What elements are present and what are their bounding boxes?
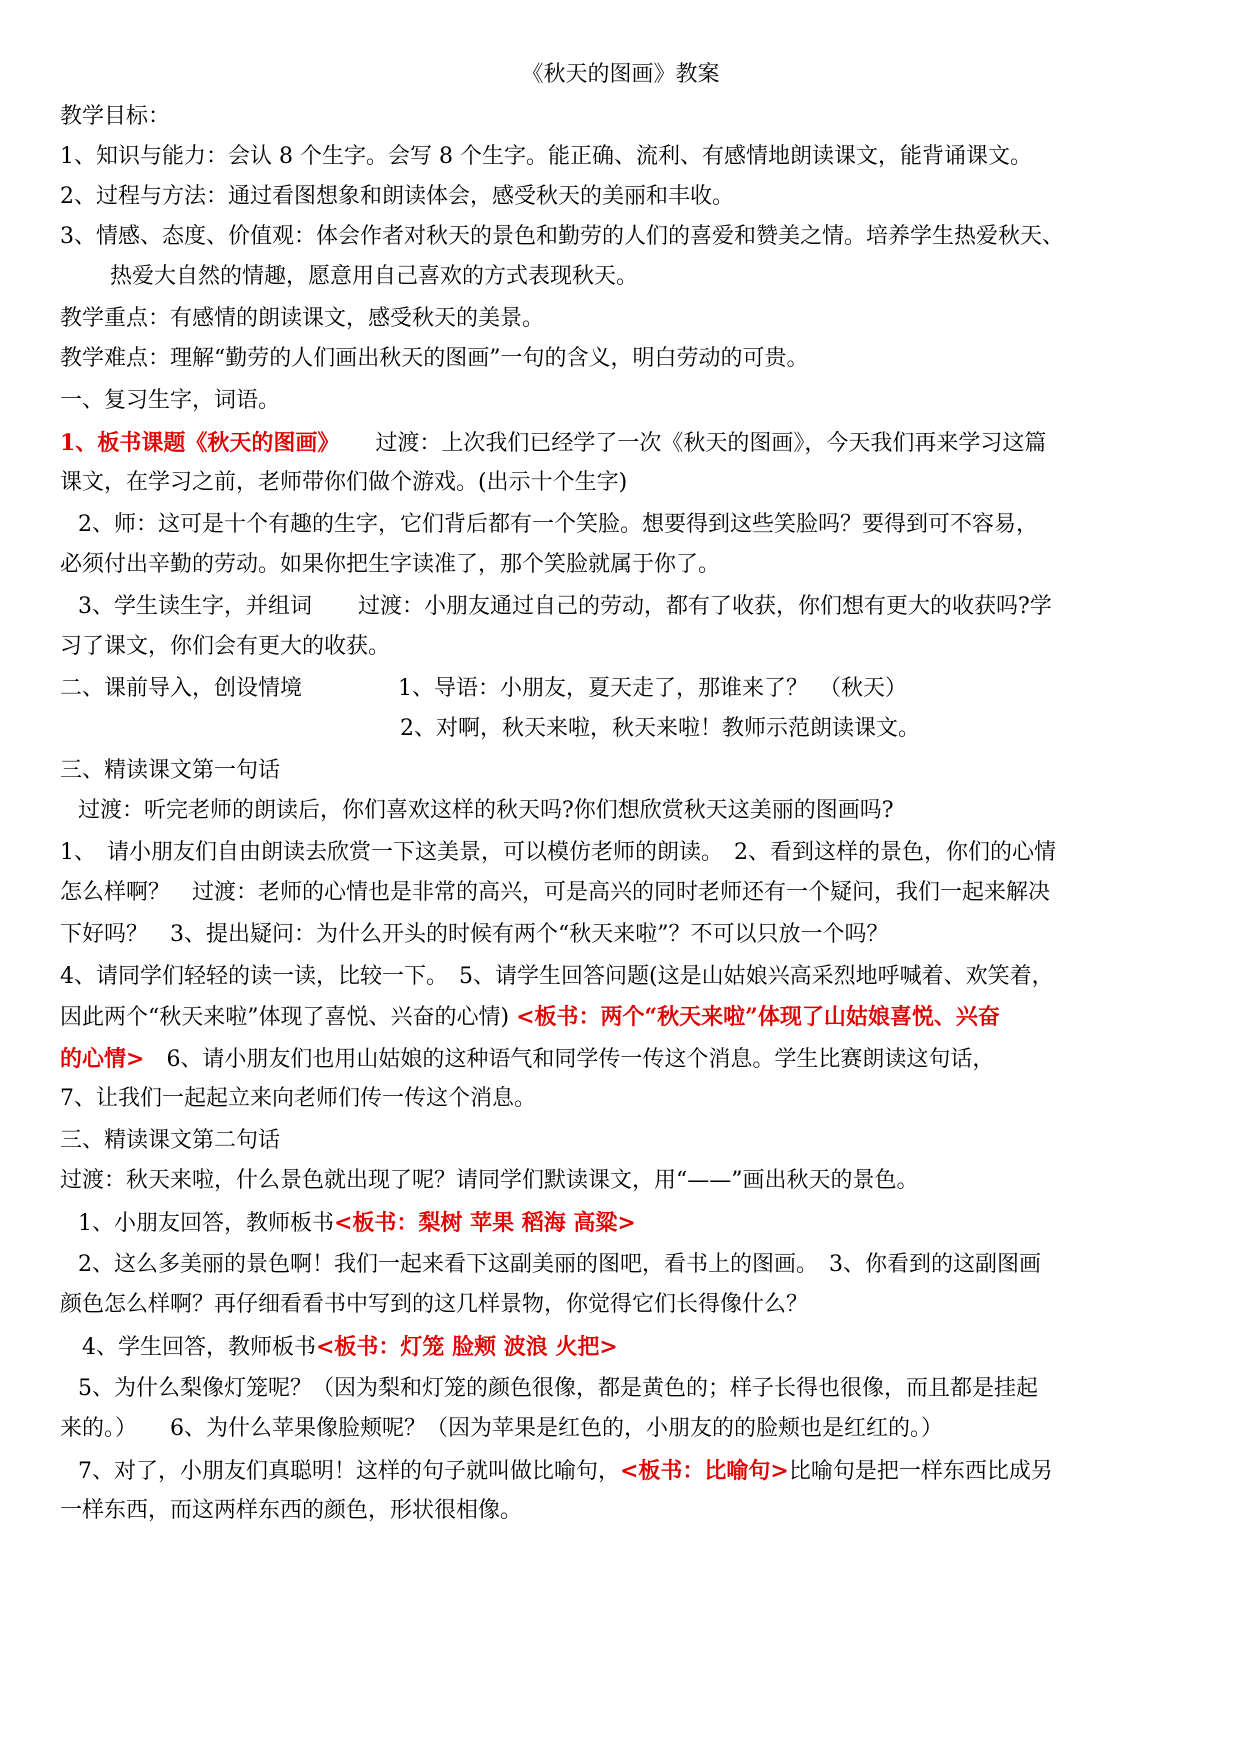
text-segment: 1、导语：小朋友，夏天走了，那谁来了？ （秋天） <box>398 676 908 701</box>
text-segment: 3、情感、态度、价值观：体会作者对秋天的景色和勤劳的人们的喜爱和赞美之情。培养学生热爱秋天、 <box>60 224 1065 249</box>
text-line <box>60 426 1190 460</box>
board-note: <板书：灯笼 脸颊 波浪 火把> <box>316 1334 618 1360</box>
text-segment: 2、过程与方法：通过看图想象和朗读体会，感受秋天的美丽和丰收。 <box>60 184 734 209</box>
text-line <box>60 100 1190 134</box>
text-segment: 教学重点：有感情的朗读课文，感受秋天的美景。 <box>60 306 545 331</box>
text-segment: 2、这么多美丽的景色啊！我们一起来看下这副美丽的图吧，看书上的图画。 3、你看到的这副图画 <box>78 1252 1041 1277</box>
text-line <box>60 1494 1190 1528</box>
text-line <box>60 960 1190 994</box>
text-line <box>82 1330 1190 1364</box>
text-line <box>60 630 1190 664</box>
text-segment: 一样东西，而这两样东西的颜色，形状很相像。 <box>60 1498 523 1523</box>
text-line <box>60 1288 1190 1322</box>
text-segment: 7、对了，小朋友们真聪明！这样的句子就叫做比喻句， <box>78 1459 620 1484</box>
text-segment: 颜色怎么样啊？再仔细看看书中写到的这几样景物，你觉得它们长得像什么？ <box>60 1292 809 1317</box>
text-segment: 过渡：上次我们已经学了一次《秋天的图画》，今天我们再来学习这篇 <box>375 431 1047 456</box>
text-segment: 2、对啊，秋天来啦，秋天来啦！教师示范朗读课文。 <box>400 716 920 741</box>
text-segment: 教学难点：理解“勤劳的人们画出秋天的图画”一句的含义，明白劳动的可贵。 <box>60 346 809 371</box>
text-line <box>60 342 1190 376</box>
text-segment: 6、请小朋友们也用山姑娘的这种语气和同学传一传这个消息。学生比赛朗读这句话， <box>144 1047 995 1072</box>
text-segment: 必须付出辛勤的劳动。如果你把生字读准了，那个笑脸就属于你了。 <box>60 552 721 577</box>
red-text-segment: 1、 <box>60 430 98 456</box>
text-segment: 4、学生回答，教师板书 <box>82 1335 316 1360</box>
text-segment: 一、复习生字，词语。 <box>60 388 281 413</box>
text-segment: 3、学生读生字，并组词 <box>78 594 312 619</box>
text-segment: 课文，在学习之前，老师带你们做个游戏。(出示十个生字) <box>60 470 628 495</box>
text-line <box>60 548 1190 582</box>
text-line <box>78 590 1190 624</box>
text-segment: 因此两个“秋天来啦”体现了喜悦、兴奋的心情) <box>60 1005 517 1030</box>
text-line <box>60 1412 1190 1446</box>
text-segment: 下好吗？ 3、提出疑问：为什么开头的时候有两个“秋天来啦”？不可以只放一个吗？ <box>60 922 889 947</box>
board-note: <板书：比喻句> <box>620 1458 789 1484</box>
text-line <box>60 180 1190 214</box>
text-segment: 2、师：这可是十个有趣的生字，它们背后都有一个笑脸。想要得到这些笑脸吗？要得到可不容易， <box>78 512 1039 537</box>
text-segment: 比喻句是把一样东西比成另 <box>788 1459 1053 1484</box>
text-line <box>78 1372 1190 1406</box>
text-segment: 7、让我们一起起立来向老师们传一传这个消息。 <box>60 1086 536 1111</box>
text-segment: 怎么样啊？ 过渡：老师的心情也是非常的高兴，可是高兴的同时老师还有一个疑问，我们一起来解决 <box>60 880 1051 905</box>
section-heading <box>60 384 1190 418</box>
text-segment: 过渡：听完老师的朗读后，你们喜欢这样的秋天吗?你们想欣赏秋天这美丽的图画吗? <box>78 798 894 823</box>
text-segment: 4、请同学们轻轻的读一读，比较一下。 5、请学生回答问题(这是山姑娘兴高采烈地呼喊着、欢笑着， <box>60 964 1054 989</box>
text-segment: 1、 请小朋友们自由朗读去欣赏一下这美景，可以模仿老师的朗读。 2、看到这样的景色，你们的心情 <box>60 840 1056 865</box>
text-line <box>60 836 1190 870</box>
document-title: 《秋天的图画》教案 <box>521 62 720 87</box>
board-note: <板书：梨树 苹果 稻海 高粱> <box>334 1210 636 1236</box>
text-segment: 过渡：小朋友通过自己的劳动，都有了收获，你们想有更大的收获吗?学 <box>358 594 1052 619</box>
text-line <box>60 1042 1190 1076</box>
board-note: 板书课题《秋天的图画》 <box>97 430 340 456</box>
board-note: <板书：两个“秋天来啦”体现了山姑娘喜悦、兴奋 <box>516 1004 1000 1030</box>
text-segment: 1、小朋友回答，教师板书 <box>78 1211 334 1236</box>
text-line <box>60 302 1190 336</box>
board-note: 的心情> <box>60 1046 145 1072</box>
text-segment: 1、知识与能力：会认 8 个生字。会写 8 个生字。能正确、流利、有感情地朗读课文，能背诵课文。 <box>60 144 1032 169</box>
text-line <box>60 1000 1190 1034</box>
text-segment: 二、课前导入，创设情境 <box>60 676 303 701</box>
text-segment: 过渡：秋天来啦，什么景色就出现了呢？请同学们默读课文，用“——”画出秋天的景色。 <box>60 1168 919 1193</box>
text-line <box>60 876 1190 910</box>
text-line <box>60 918 1190 952</box>
text-line <box>78 794 1190 828</box>
text-segment: 来的。） 6、为什么苹果像脸颊呢？（因为苹果是红色的，小朋友的的脸颊也是红红的。） <box>60 1416 944 1441</box>
text-line <box>78 508 1190 542</box>
text-line <box>110 260 1190 294</box>
section-heading <box>60 1124 1190 1158</box>
text-line <box>60 1164 1190 1198</box>
text-line <box>78 1248 1190 1282</box>
section-heading <box>60 754 1190 788</box>
text-segment: 5、为什么梨像灯笼呢？（因为梨和灯笼的颜色很像，都是黄色的；样子长得也很像，而且都是挂起 <box>78 1376 1039 1401</box>
text-line <box>400 712 1190 746</box>
text-line <box>60 140 1190 174</box>
text-segment: 教学目标： <box>60 104 171 129</box>
text-line <box>78 1206 1190 1240</box>
text-segment: 三、精读课文第一句话 <box>60 758 281 783</box>
text-line <box>60 466 1190 500</box>
section-heading <box>60 672 1190 706</box>
text-segment: 三、精读课文第二句话 <box>60 1128 281 1153</box>
text-line <box>60 220 1190 254</box>
text-segment: 热爱大自然的情趣，愿意用自己喜欢的方式表现秋天。 <box>110 264 639 289</box>
text-line <box>78 1454 1190 1488</box>
text-segment: 习了课文，你们会有更大的收获。 <box>60 634 391 659</box>
text-line <box>60 1082 1190 1116</box>
